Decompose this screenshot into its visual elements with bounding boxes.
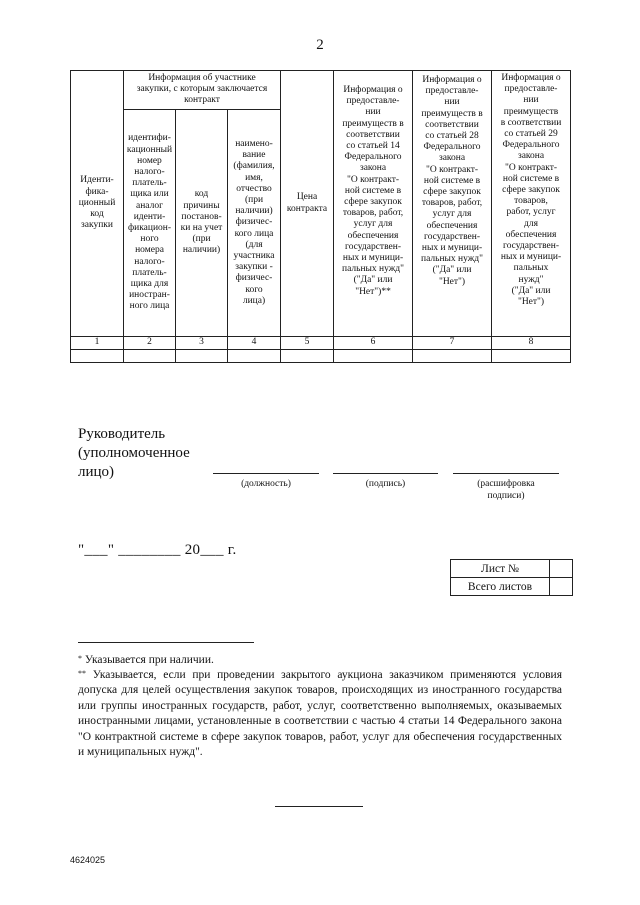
footnote-1-text: Указывается при наличии.: [82, 654, 214, 666]
header-contract-price: Цена контракта: [281, 71, 334, 337]
header-advantages-article-14: Информация о предоставле- нии преимуществ в соответствии со статьей 14 Федерального закона "О контракт- ной системе в сфере закупок товаров, работ, услуг для обеспечения государствен- ных и муници- пальных нужд" ("Да" или "Нет")**: [334, 71, 413, 337]
column-number: 3: [176, 337, 228, 350]
footnote-1-mark: *: [78, 654, 82, 663]
signature-line: [333, 473, 438, 474]
table-cell: [413, 350, 492, 363]
end-divider: [275, 806, 363, 807]
header-advantages-article-29: Информация о предоставле- нии преимуществ в соответствии со статьей 29 Федерального закона "О контракт- ной системе в сфере закупок товаров, работ, услуг для обеспечения государствен- ных и муници- пальных нужд" ("Да" или "Нет"): [492, 71, 571, 337]
footnote-1: [78, 653, 562, 668]
header-participant-name: наимено- вание (фамилия, имя, отчество (при наличии) физичес- кого лица (для участника закупки - физичес- кого лица): [228, 110, 281, 337]
sheet-count-box: [450, 559, 573, 596]
procurement-info-table: [70, 70, 571, 363]
total-sheets-label: Всего листов: [451, 578, 550, 596]
column-number: 6: [334, 337, 413, 350]
column-number: 7: [413, 337, 492, 350]
footnote-2-text: Указывается, если при проведении закрытого аукциона заказчиком применяются условия допуска для целей осуществления закупок товаров, происходящих из иностранного государства или группы иностранных государств, работ, услуг, соответственно выполняемых, оказываемых иностранными лицами, установленные в соответствии с частью 4 статьи 14 Федерального закона "О контрактной системе в сфере закупок товаров, работ, услуг для обеспечения государственных и муниципальных нужд".: [78, 669, 562, 759]
header-participant-group: Информация об участнике закупки, с которым заключается контракт: [124, 71, 281, 110]
header-advantages-article-28: Информация о предоставле- нии преимуществ в соответствии со статьей 28 Федерального закона "О контракт- ной системе в сфере закупок товаров, работ, услуг для обеспечения государствен- ных и муници- пальных нужд" ("Да" или "Нет"): [413, 71, 492, 337]
table-cell: [176, 350, 228, 363]
page-number: 2: [316, 37, 324, 53]
position-caption: (должность): [241, 479, 291, 489]
date-line: "___" ________ 20___ г.: [78, 542, 237, 558]
column-number: 1: [71, 337, 124, 350]
table-cell: [124, 350, 176, 363]
header-procurement-id: Иденти- фика- ционный код закупки: [71, 71, 124, 337]
header-registration-code: код причины постанов- ки на учет (при наличии): [176, 110, 228, 337]
document-code: 4624025: [70, 855, 106, 865]
column-number: 8: [492, 337, 571, 350]
signatory-title: Руководитель (уполномоченное лицо): [78, 426, 190, 480]
table-cell: [334, 350, 413, 363]
sheet-number-label: Лист №: [451, 560, 550, 578]
table-cell: [228, 350, 281, 363]
footnote-2: [78, 668, 562, 760]
decoding-caption: (расшифровка подписи): [477, 479, 535, 501]
position-line: [213, 473, 319, 474]
table-cell: [281, 350, 334, 363]
footnote-divider: [78, 642, 254, 643]
total-sheets-value: [550, 578, 573, 596]
sheet-number-value: [550, 560, 573, 578]
column-number: 4: [228, 337, 281, 350]
table-cell: [71, 350, 124, 363]
column-number: 2: [124, 337, 176, 350]
footnote-2-mark: **: [78, 669, 86, 678]
table-cell: [492, 350, 571, 363]
decoding-line: [453, 473, 559, 474]
table-row: [71, 350, 571, 363]
column-number: 5: [281, 337, 334, 350]
header-taxpayer-id: идентифи- кационный номер налого- платель- щика или аналог иденти- фикацион- ного номера налого- платель- щика для иностран- ного лица: [124, 110, 176, 337]
signature-caption: (подпись): [365, 479, 406, 489]
